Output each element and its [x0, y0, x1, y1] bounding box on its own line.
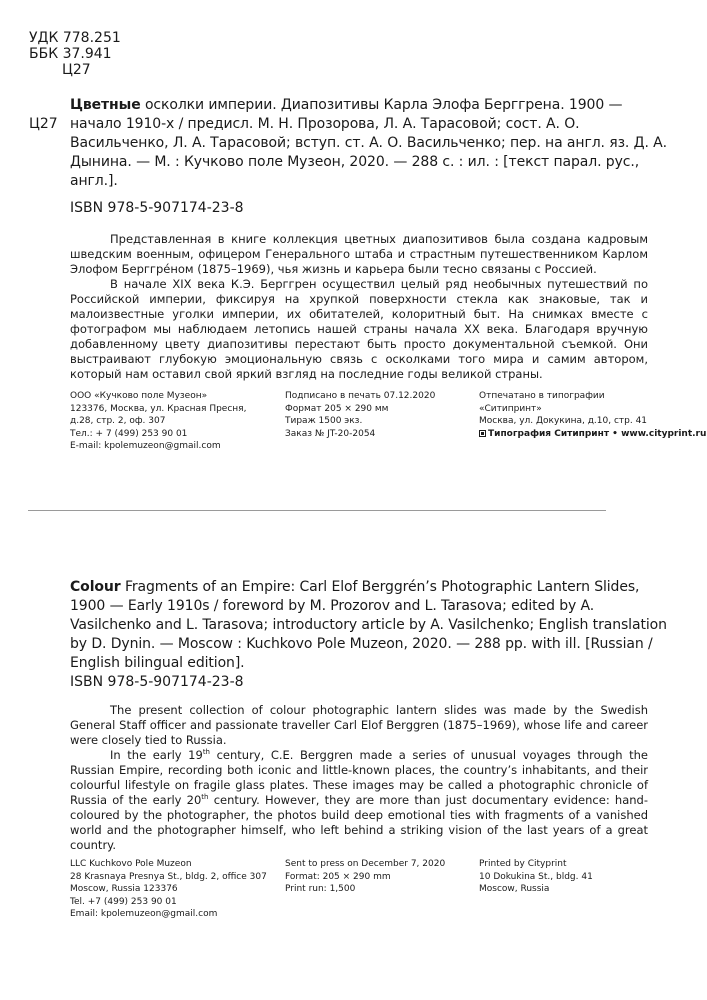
- ru-printer-line: Отпечатано в типографии: [479, 391, 605, 401]
- ru-publisher-phone: Тел.: + 7 (499) 253 90 01: [70, 428, 188, 439]
- bbk-code: ББК 37.941: [29, 46, 112, 62]
- cityprint-logo-icon: [479, 430, 486, 437]
- en-publisher-email: Email: kpolemuzeon@gmail.com: [70, 909, 218, 919]
- en-signed-date: Sent to press on December 7, 2020: [285, 859, 446, 869]
- section-divider: [28, 510, 606, 511]
- ru-publisher-name: ООО «Кучково поле Музеон»: [70, 391, 208, 401]
- ru-print-info: [285, 390, 435, 440]
- en-printer-line: 10 Dokukina St., bldg. 41: [479, 871, 593, 882]
- ru-format: Формат 205 × 290 мм: [285, 403, 389, 414]
- en-bibliographic-entry: [70, 578, 670, 673]
- en-biblio-text: Fragments of an Empire: Carl Elof Berggrén’s Photographic Lantern Slides, 1900 — Early 1910s / foreword by M. Prozorov and L. Tarasova; edited by A. Vasilchenko and L. Tarasova; introductory article by A. Vasilchenko; English translation by D. Dynin. — Moscow : Kuchkovo Pole Muzeon, 2020. — 288 pp. with ill. [Russian / English bilingual edition].: [70, 579, 667, 671]
- en-isbn: ISBN 978-5-907174-23-8: [70, 674, 244, 690]
- ru-printer-info: [479, 390, 706, 440]
- en-abstract: [70, 703, 648, 853]
- en-format: Format: 205 × 290 mm: [285, 871, 391, 882]
- en-abstract-text: In the early 19: [110, 748, 203, 762]
- en-printer-line: Moscow, Russia: [479, 884, 550, 894]
- classification-codes: [29, 30, 121, 78]
- en-title-lead: Colour: [70, 579, 121, 595]
- ru-printer-line: «Ситипринт»: [479, 403, 542, 414]
- ru-publisher-email: E-mail: kpolemuzeon@gmail.com: [70, 441, 221, 451]
- ru-abstract: [70, 232, 648, 382]
- ru-print-run: Тираж 1500 экз.: [285, 416, 363, 426]
- en-print-info: [285, 858, 445, 896]
- author-sign: Ц27: [62, 62, 91, 78]
- en-publisher-address: Moscow, Russia 123376: [70, 884, 178, 894]
- en-printer-line: Printed by Cityprint: [479, 859, 567, 869]
- ru-publisher-address: д.28, стр. 2, оф. 307: [70, 416, 166, 426]
- ordinal-suffix: th: [202, 748, 210, 757]
- en-print-run: Print run: 1,500: [285, 884, 356, 894]
- ru-printer-logo-line: [479, 428, 706, 441]
- en-printer-info: [479, 858, 593, 896]
- en-abstract-text: century. However, they are more than just documentary evidence: hand-coloured by the photographer, the photos build deep emotional ties with fragments of a vanished world and the photographer himself, who left behind a striking vision of the last years of a great country.: [70, 793, 648, 852]
- ru-bibliographic-entry: [70, 96, 670, 191]
- en-publisher-name: LLC Kuchkovo Pole Muzeon: [70, 859, 192, 869]
- en-publisher-phone: Tel. +7 (499) 253 90 01: [70, 896, 177, 907]
- ru-title-lead: Цветные: [70, 97, 141, 113]
- ru-order-number: Заказ № JT-20-2054: [285, 428, 376, 439]
- ru-abstract-paragraph: В начале XIX века К.Э. Берггрен осуществил целый ряд необычных путешествий по Российской империи, фиксируя на хрупкой поверхности стекла как знаковые, так и малоизвестные уголки империи, их обитателей, колоритный быт. На снимках вместе с фотографом мы наблюдаем летопись нашей страны начала XX века. Благодаря вручную добавленному цвету диапозитивы перестают быть просто документальной съемкой. Они выстраивают глубокую эмоциональную связь с осколками того мира и самим автором, который нам оставил свой яркий взгляд на последние годы великой страны.: [70, 277, 648, 381]
- ru-printer-website: Типография Ситипринт • www.cityprint.ru: [488, 428, 707, 439]
- ru-abstract-paragraph: Представленная в книге коллекция цветных диапозитивов была создана кадровым шведским военным, офицером Генерального штаба и страстным путешественником Карлом Элофом Берггрéном (1875–1969), чья жизнь и карьера были тесно связаны с Россией.: [70, 232, 648, 276]
- en-abstract-text: century, C.E. Berggren made a series of unusual voyages through the Russian Empire, recording both iconic and little-known places, the country’s inhabitants, and their colourful lifestyle on fragile glass plates. These images may be called a photographic chronicle of Russia of the early 20: [70, 748, 648, 807]
- ru-signed-date: Подписано в печать 07.12.2020: [285, 391, 436, 401]
- ru-isbn: ISBN 978-5-907174-23-8: [70, 200, 244, 216]
- ru-printer-line: Москва, ул. Докукина, д.10, стр. 41: [479, 416, 648, 426]
- en-abstract-paragraph: The present collection of colour photographic lantern slides was made by the Swedish General Staff officer and passionate traveller Carl Elof Berggren (1875–1969), whose life and career were closely tied to Russia.: [70, 703, 648, 747]
- ordinal-suffix: th: [201, 793, 209, 802]
- ru-biblio-text: осколки империи. Диапозитивы Карла Элофа Берггрена. 1900 — начало 1910-х / предисл. М. Н. Прозорова, Л. А. Тарасовой; сост. А. О. Васильченко, Л. А. Тарасовой; вступ. ст. А. О. Васильченко; пер. на англ. яз. Д. А. Дынина. — М. : Кучково поле Музеон, 2020. — 288 с. : ил. : [текст парал. рус., англ.].: [70, 97, 667, 189]
- side-author-sign: Ц27: [29, 116, 58, 132]
- udk-code: УДК 778.251: [29, 30, 121, 46]
- en-publisher-address: 28 Krasnaya Presnya St., bldg. 2, office 307: [70, 871, 267, 882]
- en-abstract-paragraph: [70, 748, 648, 853]
- en-publisher-info: [70, 858, 267, 921]
- ru-publisher-address: 123376, Москва, ул. Красная Пресня,: [70, 403, 247, 414]
- ru-publisher-info: [70, 390, 246, 453]
